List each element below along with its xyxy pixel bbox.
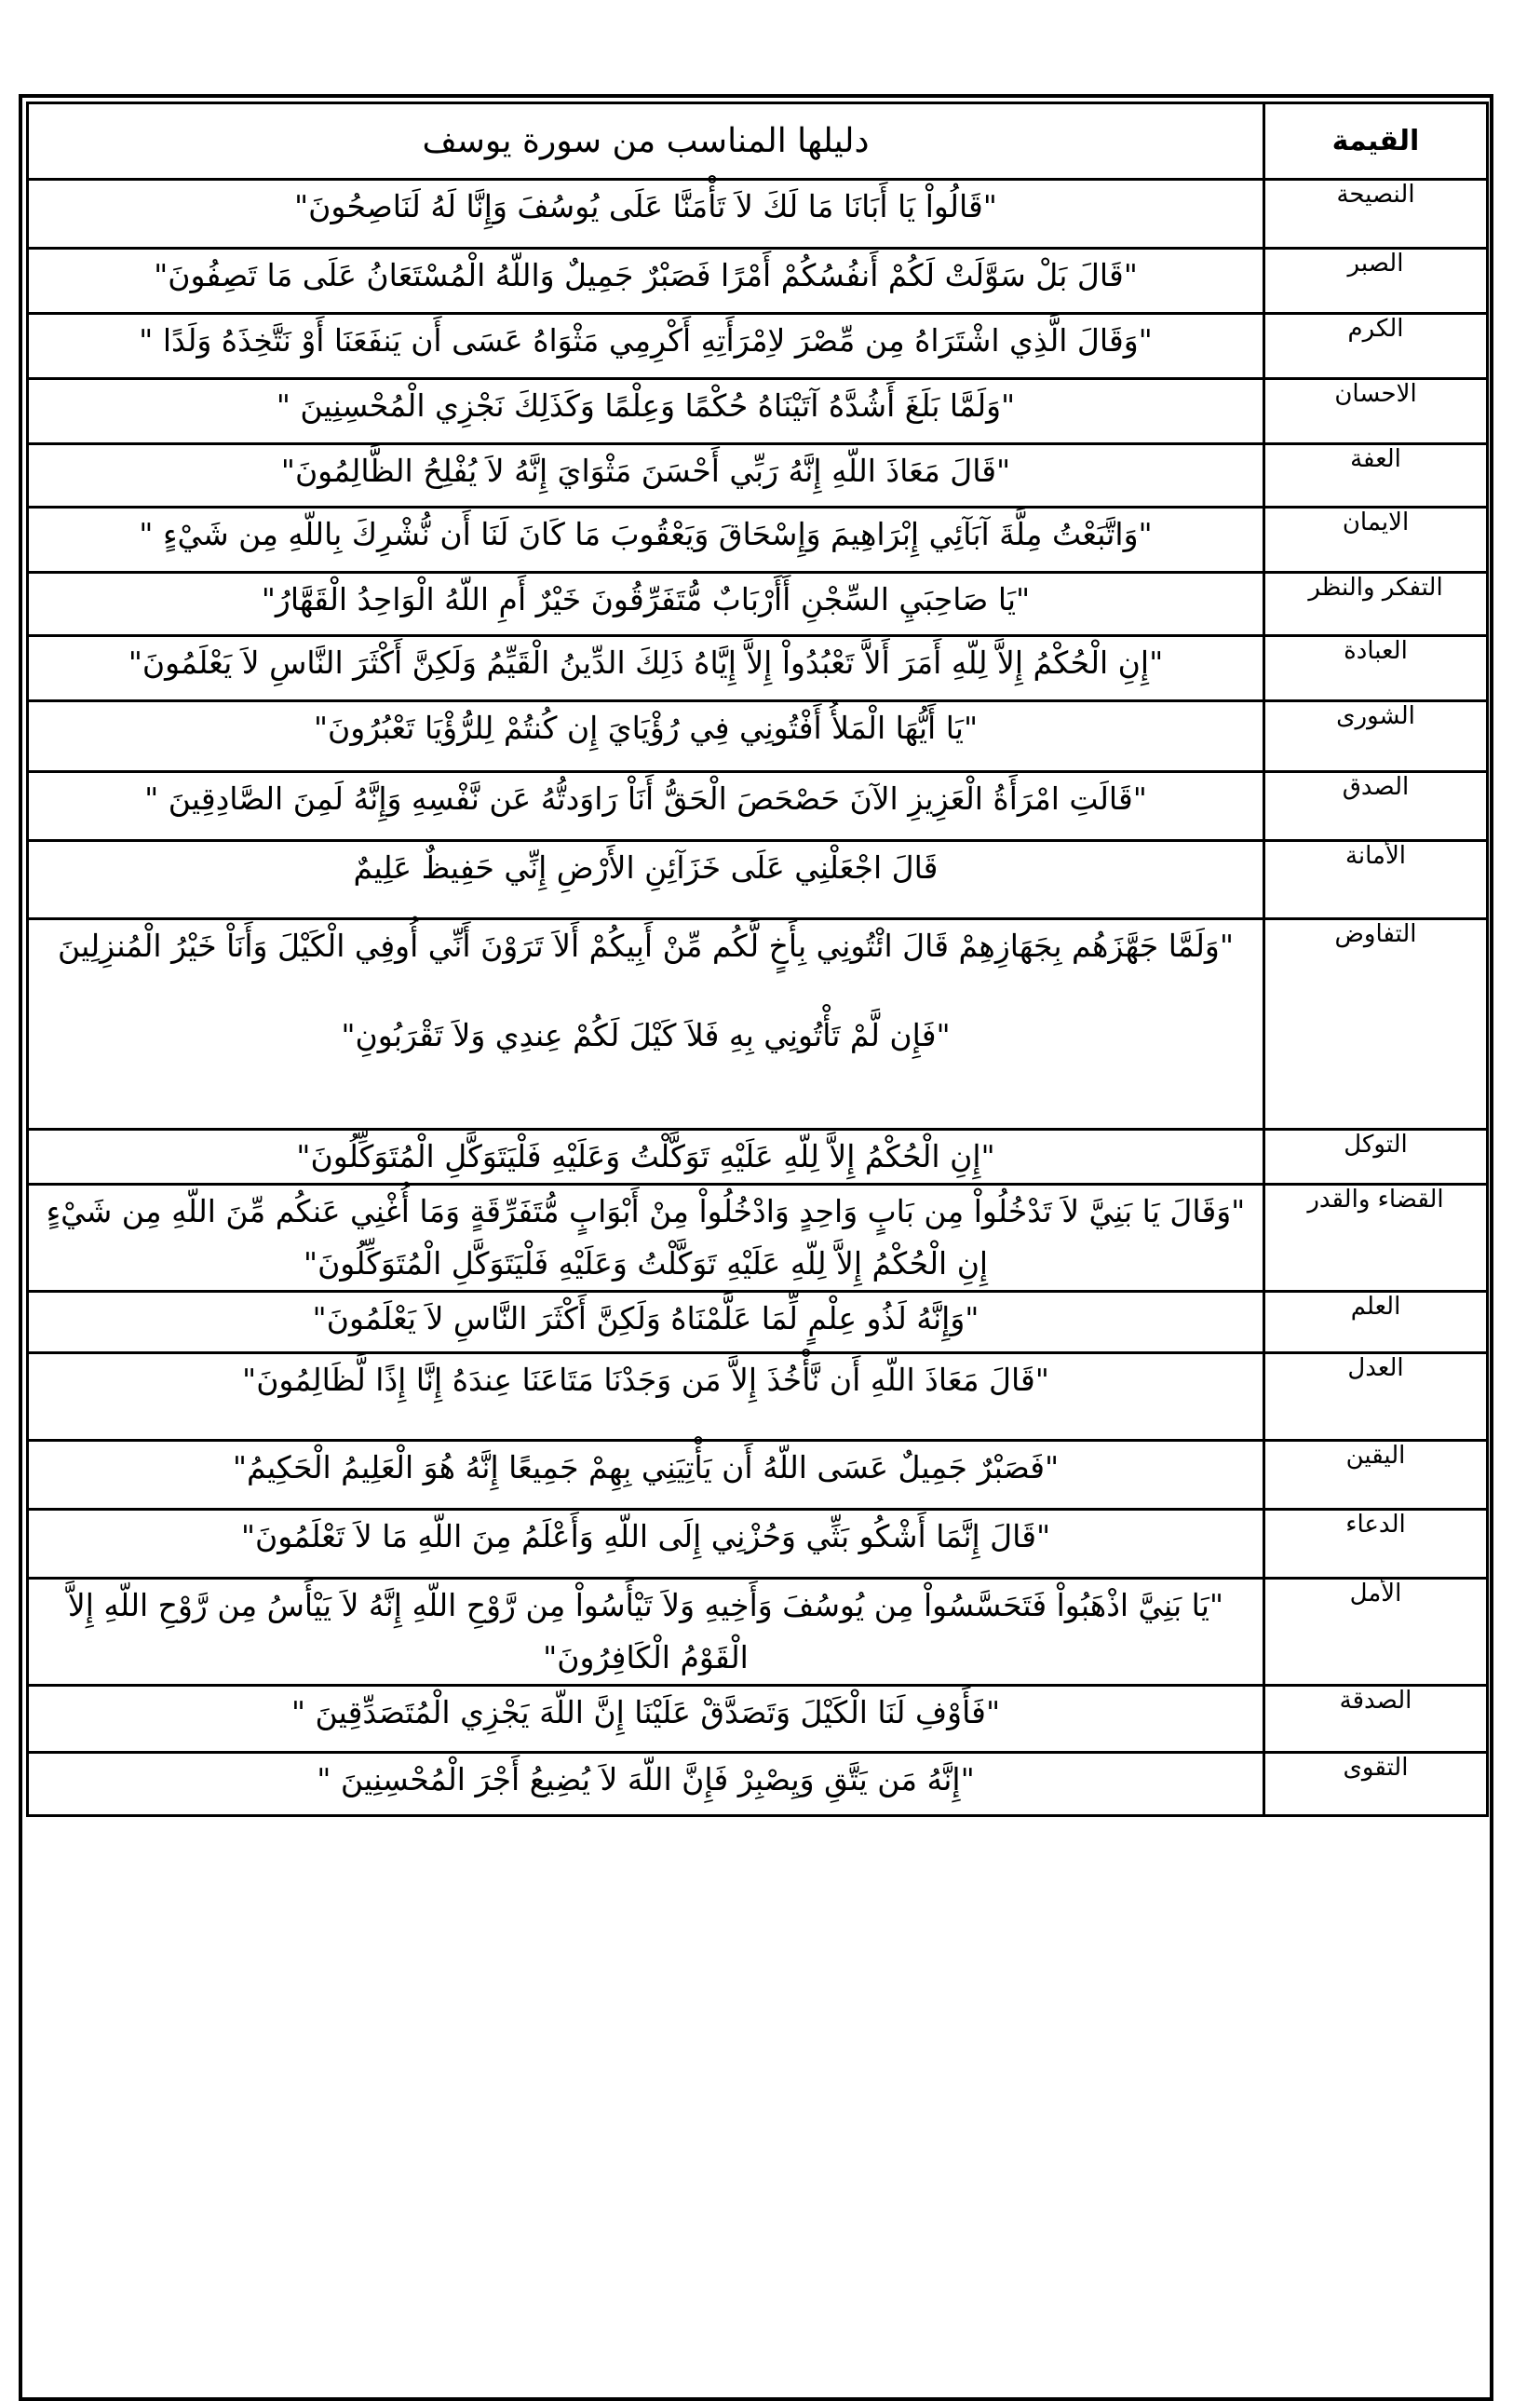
evidence-cell (28, 701, 1264, 772)
evidence-line: "فَأَوْفِ لَنَا الْكَيْلَ وَتَصَدَّقْ عَلَيْنَا إِنَّ اللّهَ يَجْزِي الْمُتَصَدِّقِينَ " (290, 1694, 1001, 1730)
table-row (28, 314, 1488, 379)
table-row (28, 1441, 1488, 1510)
table-row (28, 1686, 1488, 1753)
value-cell: التفكر والنظر (1264, 573, 1488, 636)
values-evidence-table (26, 102, 1489, 1817)
value-cell: التوكل (1264, 1130, 1488, 1185)
value-cell: الأمل (1264, 1579, 1488, 1686)
table-row (28, 636, 1488, 701)
evidence-cell (28, 1292, 1264, 1353)
evidence-cell (28, 1753, 1264, 1816)
evidence-cell (28, 249, 1264, 314)
evidence-line: "إِنِ الْحُكْمُ إِلاَّ لِلّهِ أَمَرَ أَلاَّ تَعْبُدُواْ إِلاَّ إِيَّاهُ ذَلِكَ الدِّينُ الْقَيِّمُ وَلَكِنَّ أَكْثَرَ النَّاسِ لاَ يَعْلَمُونَ" (128, 644, 1164, 681)
table-row (28, 1579, 1488, 1686)
table-row (28, 444, 1488, 508)
evidence-line: "قَالُواْ يَا أَبَانَا مَا لَكَ لاَ تَأْمَنَّا عَلَى يُوسُفَ وَإِنَّا لَهُ لَنَاصِحُونَ" (293, 188, 997, 224)
evidence-cell (28, 772, 1264, 841)
evidence-line: "قَالَ بَلْ سَوَّلَتْ لَكُمْ أَنفُسُكُمْ أَمْرًا فَصَبْرٌ جَمِيلٌ وَاللّهُ الْمُسْتَعَانُ عَلَى مَا تَصِفُونَ" (154, 257, 1138, 293)
evidence-cell (28, 1686, 1264, 1753)
evidence-line: "يَا صَاحِبَيِ السِّجْنِ أَأَرْبَابٌ مُّتَفَرِّقُونَ خَيْرٌ أَمِ اللّهُ الْوَاحِدُ الْقَهَّارُ" (261, 581, 1031, 617)
evidence-line: "وَقَالَ يَا بَنِيَّ لاَ تَدْخُلُواْ مِن بَابٍ وَاحِدٍ وَادْخُلُواْ مِنْ أَبْوَابٍ مُّتَفَرِّقَةٍ وَمَا أُغْنِي عَنكُم مِّنَ اللّهِ مِن شَيْءٍ (46, 1193, 1246, 1229)
table-row (28, 508, 1488, 573)
table-row (28, 249, 1488, 314)
evidence-line: إِنِ الْحُكْمُ إِلاَّ لِلّهِ عَلَيْهِ تَوَكَّلْتُ وَعَلَيْهِ فَلْيَتَوَكَّلِ الْمُتَوَكِّلُونَ" (303, 1245, 989, 1282)
evidence-line: الْقَوْمُ الْكَافِرُونَ" (543, 1639, 749, 1675)
evidence-line: "فَصَبْرٌ جَمِيلٌ عَسَى اللّهُ أَن يَأْتِيَنِي بِهِمْ جَمِيعًا إِنَّهُ هُوَ الْعَلِيمُ الْحَكِيمُ" (232, 1449, 1060, 1485)
table-row (28, 379, 1488, 444)
evidence-cell (28, 841, 1264, 919)
evidence-line: "يَا بَنِيَّ اذْهَبُواْ فَتَحَسَّسُواْ مِن يُوسُفَ وَأَخِيهِ وَلاَ تَيْأَسُواْ مِن رَّوْحِ اللّهِ إِنَّهُ لاَ يَيْأَسُ مِن رَّوْحِ اللّهِ إِلاَّ (67, 1587, 1224, 1623)
table-row (28, 1292, 1488, 1353)
table-row (28, 1753, 1488, 1816)
table-header-row (28, 103, 1488, 180)
table-row (28, 1130, 1488, 1185)
evidence-line: "قَالَ مَعَاذَ اللّهِ أَن نَّأْخُذَ إِلاَّ مَن وَجَدْنَا مَتَاعَنَا عِندَهُ إِنَّا إِذًا لَّظَالِمُونَ" (242, 1362, 1049, 1398)
evidence-cell (28, 379, 1264, 444)
header-value: القيمة (1264, 103, 1488, 180)
evidence-cell (28, 1579, 1264, 1686)
evidence-line: "يَا أَيُّهَا الْمَلأُ أَفْتُونِي فِي رُؤْيَايَ إِن كُنتُمْ لِلرُّؤْيَا تَعْبُرُونَ" (313, 710, 979, 746)
evidence-cell (28, 1510, 1264, 1579)
table-row (28, 772, 1488, 841)
evidence-line: "وَقَالَ الَّذِي اشْتَرَاهُ مِن مِّصْرَ لاِمْرَأَتِهِ أَكْرِمِي مَثْوَاهُ عَسَى أَن يَنفَعَنَا أَوْ نَتَّخِذَهُ وَلَدًا " (139, 322, 1153, 359)
evidence-cell (28, 1353, 1264, 1441)
value-cell: النصيحة (1264, 180, 1488, 249)
evidence-line: "إِنِ الْحُكْمُ إِلاَّ لِلّهِ عَلَيْهِ تَوَكَّلْتُ وَعَلَيْهِ فَلْيَتَوَكَّلِ الْمُتَوَكِّلُونَ" (296, 1138, 995, 1174)
value-cell: الايمان (1264, 508, 1488, 573)
value-cell: التفاوض (1264, 919, 1488, 1130)
value-cell: العدل (1264, 1353, 1488, 1441)
evidence-cell (28, 573, 1264, 636)
table-row (28, 919, 1488, 1130)
evidence-line: "وَاتَّبَعْتُ مِلَّةَ آبَآئِي إِبْرَاهِيمَ وَإِسْحَاقَ وَيَعْقُوبَ مَا كَانَ لَنَا أَن نُّشْرِكَ بِاللّهِ مِن شَيْءٍ " (139, 516, 1153, 552)
evidence-cell (28, 919, 1264, 1130)
table-row (28, 1353, 1488, 1441)
evidence-cell (28, 180, 1264, 249)
evidence-cell (28, 508, 1264, 573)
evidence-line: "قَالَتِ امْرَأَةُ الْعَزِيزِ الآنَ حَصْحَصَ الْحَقُّ أَنَاْ رَاوَدتُّهُ عَن نَّفْسِهِ وَإِنَّهُ لَمِنَ الصَّادِقِينَ " (144, 780, 1147, 817)
evidence-cell (28, 636, 1264, 701)
evidence-line: قَالَ اجْعَلْنِي عَلَى خَزَآئِنِ الأَرْضِ إِنِّي حَفِيظٌ عَلِيمٌ (353, 849, 939, 886)
evidence-gap (29, 972, 1263, 1010)
evidence-line: "وَلَمَّا بَلَغَ أَشُدَّهُ آتَيْنَاهُ حُكْمًا وَعِلْمًا وَكَذَلِكَ نَجْزِي الْمُحْسِنِينَ " (276, 387, 1016, 424)
value-cell: العلم (1264, 1292, 1488, 1353)
value-cell: الدعاء (1264, 1510, 1488, 1579)
value-cell: العبادة (1264, 636, 1488, 701)
evidence-cell (28, 444, 1264, 508)
value-cell: اليقين (1264, 1441, 1488, 1510)
evidence-cell (28, 1441, 1264, 1510)
value-cell: القضاء والقدر (1264, 1185, 1488, 1292)
value-cell: العفة (1264, 444, 1488, 508)
value-cell: الكرم (1264, 314, 1488, 379)
value-cell: الصدقة (1264, 1686, 1488, 1753)
evidence-cell (28, 1130, 1264, 1185)
table-row (28, 180, 1488, 249)
value-cell: الصبر (1264, 249, 1488, 314)
evidence-line: "إِنَّهُ مَن يَتَّقِ وَيِصْبِرْ فَإِنَّ اللّهَ لاَ يُضِيعُ أَجْرَ الْمُحْسِنِينَ " (317, 1761, 975, 1797)
header-evidence: دليلها المناسب من سورة يوسف (28, 103, 1264, 180)
evidence-line: "قَالَ إِنَّمَا أَشْكُو بَثِّي وَحُزْنِي إِلَى اللّهِ وَأَعْلَمُ مِنَ اللّهِ مَا لاَ تَعْلَمُونَ" (240, 1518, 1051, 1554)
evidence-cell (28, 1185, 1264, 1292)
value-cell: التقوى (1264, 1753, 1488, 1816)
evidence-line: "وَإِنَّهُ لَذُو عِلْمٍ لِّمَا عَلَّمْنَاهُ وَلَكِنَّ أَكْثَرَ النَّاسِ لاَ يَعْلَمُونَ" (312, 1300, 979, 1336)
evidence-line: "فَإِن لَّمْ تَأْتُونِي بِهِ فَلاَ كَيْلَ لَكُمْ عِندِي وَلاَ تَقْرَبُونِ" (341, 1017, 951, 1053)
table-row (28, 841, 1488, 919)
table-row (28, 1510, 1488, 1579)
value-cell: الشورى (1264, 701, 1488, 772)
table-row (28, 701, 1488, 772)
value-cell: الاحسان (1264, 379, 1488, 444)
evidence-line: "وَلَمَّا جَهَّزَهُم بِجَهَازِهِمْ قَالَ ائْتُونِي بِأَخٍ لَّكُم مِّنْ أَبِيكُمْ أَلاَ تَرَوْنَ أَنِّي أُوفِي الْكَيْلَ وَأَنَاْ خَيْرُ الْمُنزِلِينَ (57, 928, 1234, 964)
table-row (28, 573, 1488, 636)
value-cell: الأمانة (1264, 841, 1488, 919)
evidence-cell (28, 314, 1264, 379)
value-cell: الصدق (1264, 772, 1488, 841)
table-row (28, 1185, 1488, 1292)
evidence-line: "قَالَ مَعَاذَ اللّهِ إِنَّهُ رَبِّي أَحْسَنَ مَثْوَايَ إِنَّهُ لاَ يُفْلِحُ الظَّالِمُونَ" (280, 453, 1011, 489)
